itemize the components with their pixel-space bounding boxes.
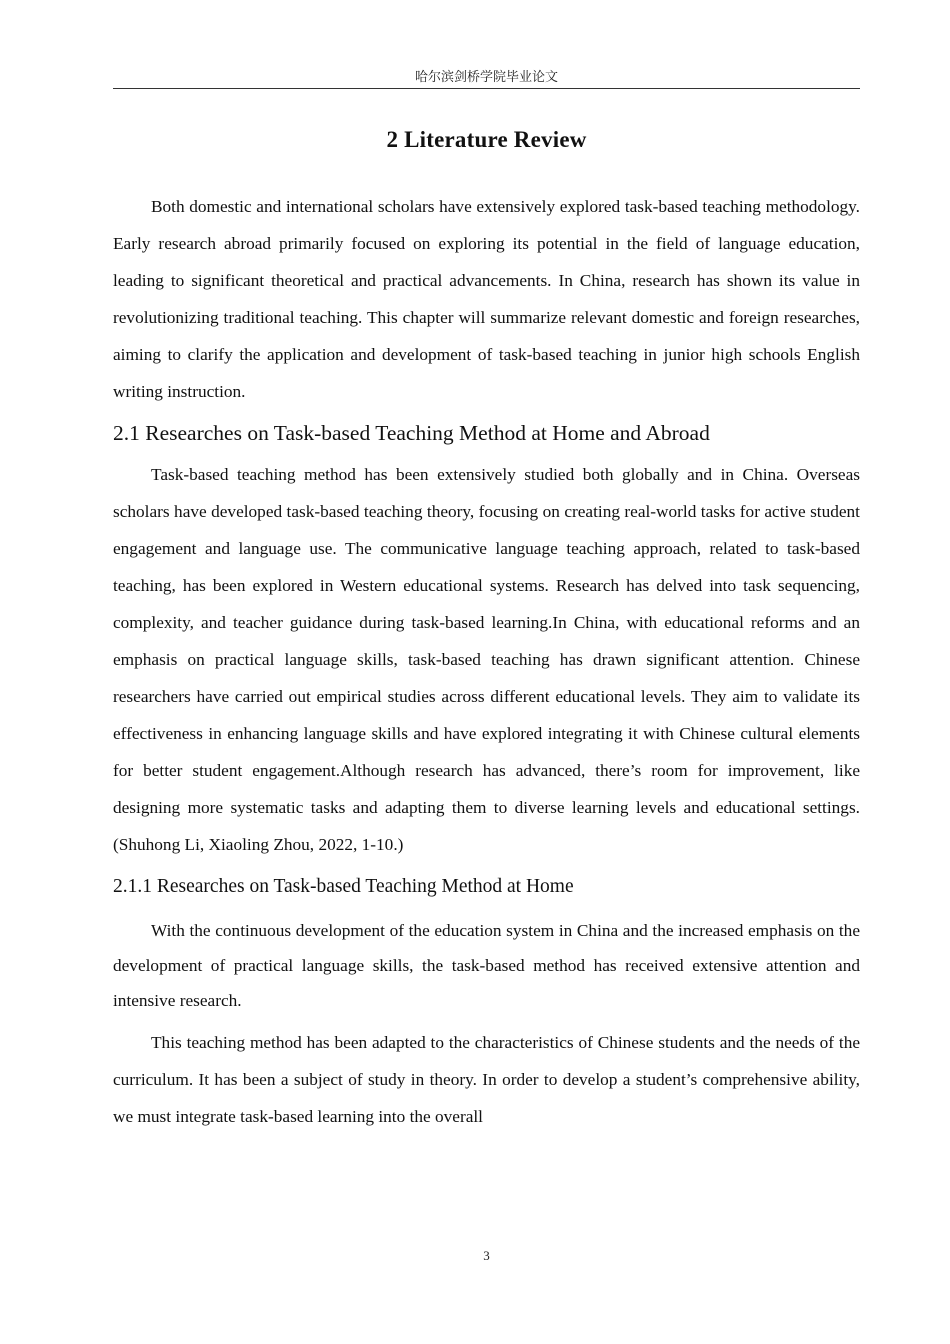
header-rule bbox=[113, 88, 860, 89]
page-content bbox=[113, 122, 860, 1135]
page-number: 3 bbox=[483, 1248, 490, 1263]
chapter-title: 2 Literature Review bbox=[386, 127, 587, 152]
paragraph-section-2-1-1-b: This teaching method has been adapted to the characteristics of Chinese students and the needs of the curriculum. It has been a subject of study in theory. In order to develop a student’s comprehensive ability, we must integrate task-based learning into the overall bbox=[113, 1033, 860, 1126]
section-heading-2-1: 2.1 Researches on Task-based Teaching Method at Home and Abroad bbox=[113, 421, 710, 445]
subsection-heading-2-1-1: 2.1.1 Researches on Task-based Teaching Method at Home bbox=[113, 876, 574, 897]
paragraph-section-2-1: Task-based teaching method has been extensively studied both globally and in China. Overseas scholars have developed task-based teaching theory, focusing on creating real-world tasks for active student engagement and language use. The communicative language teaching approach, related to task-based teaching, has been explored in Western educational systems. Research has delved into task sequencing, complexity, and teacher guidance during task-based learning.In China, with educational reforms and an emphasis on practical language skills, task-based teaching has drawn significant attention. Chinese researchers have carried out empirical studies across different educational levels. They aim to validate its effectiveness in enhancing language skills and have explored integrating it with Chinese cultural elements for better student engagement.Although research has advanced, there’s room for improvement, like designing more systematic tasks and adapting them to diverse learning levels and educational settings. (Shuhong Li, Xiaoling Zhou, 2022, 1-10.) bbox=[113, 465, 860, 854]
paragraph-intro: Both domestic and international scholars have extensively explored task-based teaching methodology. Early research abroad primarily focused on exploring its potential in the field of language education, leading to significant theoretical and practical advancements. In China, research has shown its value in revolutionizing traditional teaching. This chapter will summarize relevant domestic and foreign researches, aiming to clarify the application and development of task-based teaching in junior high schools English writing instruction. bbox=[113, 197, 860, 401]
paragraph-section-2-1-1-a: With the continuous development of the education system in China and the increased emphasis on the development of practical language skills, the task-based method has received extensive attention and intensive research. bbox=[113, 921, 860, 1010]
running-header: 哈尔滨剑桥学院毕业论文 bbox=[414, 70, 558, 85]
